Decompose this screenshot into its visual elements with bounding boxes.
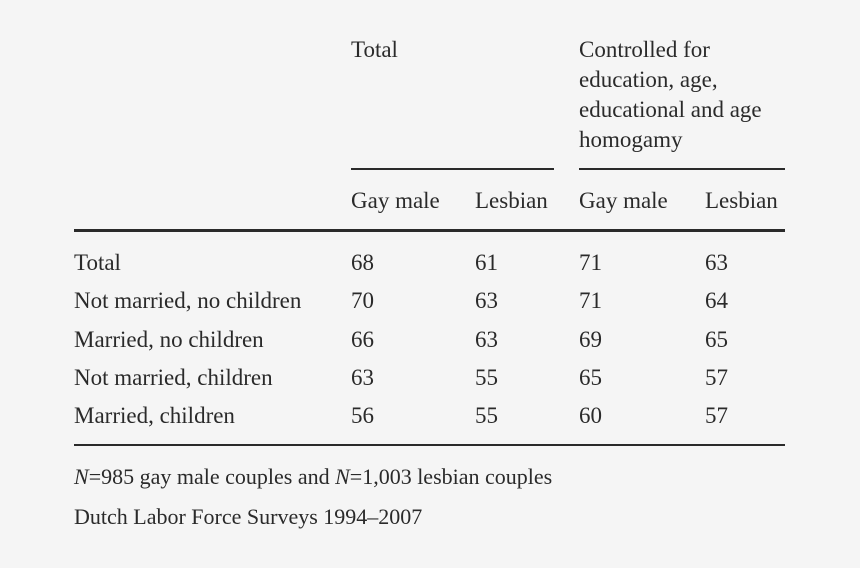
row-label: Married, children xyxy=(74,403,235,428)
table-cell: 57 xyxy=(705,365,728,390)
group-header-controlled: Controlled for education, age, educational and age homogamy xyxy=(579,37,762,152)
table-cell: 56 xyxy=(351,403,374,428)
table-cell: 61 xyxy=(475,250,498,275)
table-cell: 57 xyxy=(705,403,728,428)
table-cell: 65 xyxy=(579,365,602,390)
column-header-gay-male-controlled: Gay male xyxy=(579,188,668,213)
table-cell: 69 xyxy=(579,327,602,352)
footnote-source: Dutch Labor Force Surveys 1994–2007 xyxy=(74,504,423,529)
table-cell: 71 xyxy=(579,250,602,275)
group-rule-total xyxy=(351,168,554,170)
table-cell: 66 xyxy=(351,327,374,352)
column-header-lesbian-controlled: Lesbian xyxy=(705,188,778,213)
header-rule xyxy=(74,229,785,232)
column-header-gay-male-total: Gay male xyxy=(351,188,440,213)
table-cell: 63 xyxy=(475,288,498,313)
n-symbol: N xyxy=(335,464,350,489)
table-cell: 63 xyxy=(705,250,728,275)
row-label: Married, no children xyxy=(74,327,264,352)
table-cell: 63 xyxy=(351,365,374,390)
n-symbol: N xyxy=(74,464,89,489)
table-cell: 65 xyxy=(705,327,728,352)
column-header-lesbian-total: Lesbian xyxy=(475,188,548,213)
group-rule-controlled xyxy=(579,168,785,170)
footnote-part: =985 gay male couples and xyxy=(88,464,336,489)
footnote-sample-size xyxy=(74,463,552,491)
table-cell: 64 xyxy=(705,288,728,313)
table-cell: 55 xyxy=(475,365,498,390)
row-label: Not married, children xyxy=(74,365,273,390)
table-cell: 68 xyxy=(351,250,374,275)
table-cell: 63 xyxy=(475,327,498,352)
group-header-total: Total xyxy=(351,37,398,62)
table-cell: 55 xyxy=(475,403,498,428)
bottom-rule xyxy=(74,444,785,446)
footnote-part: =1,003 lesbian couples xyxy=(349,464,553,489)
table-cell: 70 xyxy=(351,288,374,313)
row-label: Total xyxy=(74,250,121,275)
table-cell: 60 xyxy=(579,403,602,428)
table-cell: 71 xyxy=(579,288,602,313)
row-label: Not married, no children xyxy=(74,288,302,313)
